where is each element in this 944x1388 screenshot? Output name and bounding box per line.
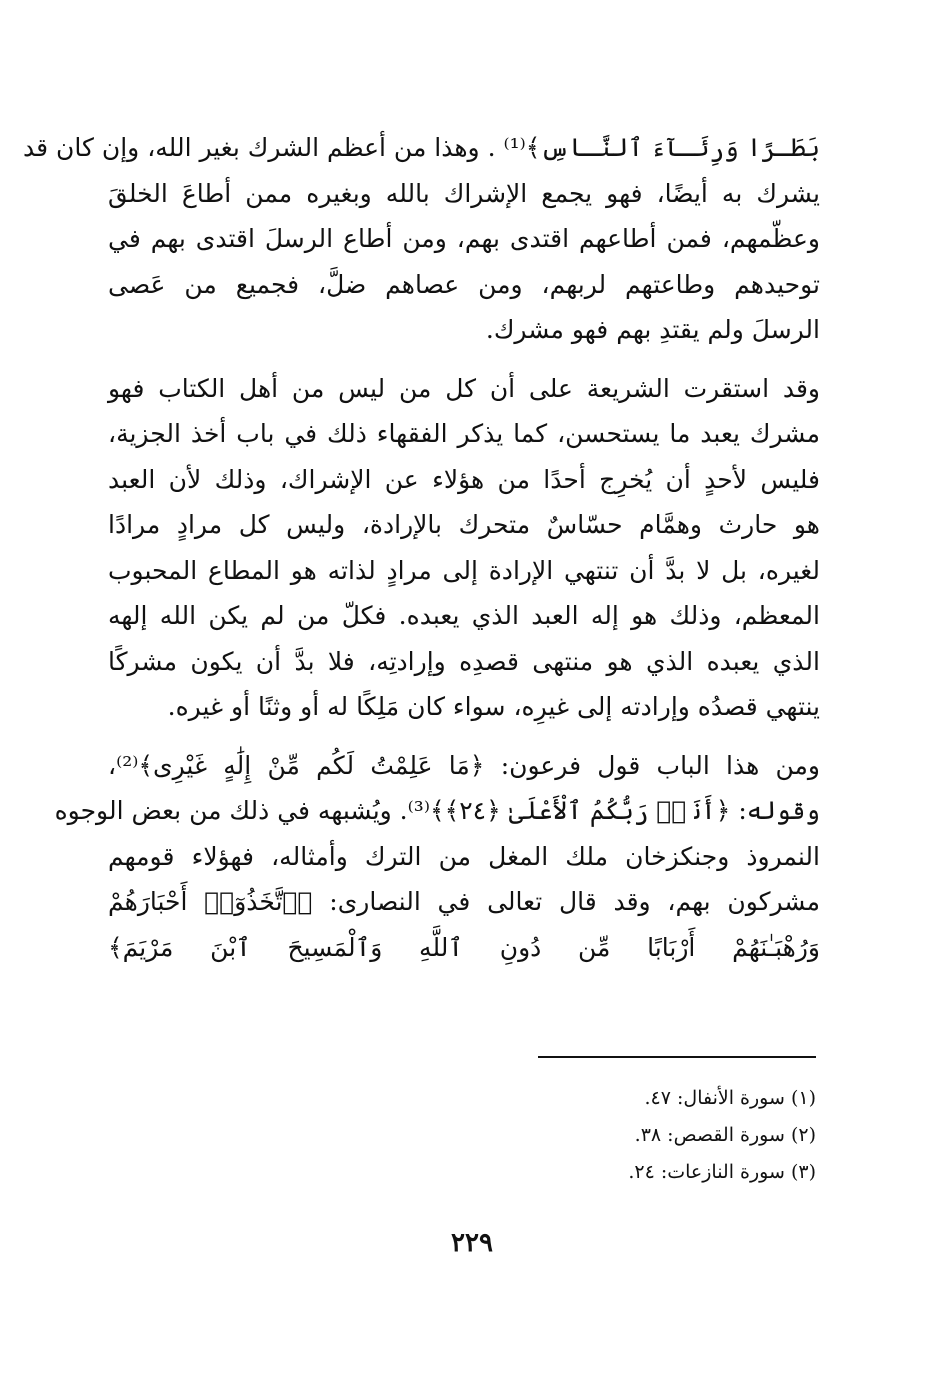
text-line: الرسلَ ولم يقتدِ بهم فهو مشرك.	[485, 315, 820, 344]
text-line: بَطَـرًا وَرِئَـآءَ ٱلنَّـاسِ﴾⁽¹⁾ . وهذا من أعظم الشرك بغير الله، وإن كان قد	[23, 133, 820, 162]
footnote-3: (٣) سورة النازعات: ٢٤.	[628, 1161, 816, 1183]
text-line: وَرُهْبَـٰنَهُمْ أَرْبَابًا مِّن دُونِ ٱللَّهِ وَٱلْمَسِيحَ ٱبْنَ مَرْيَمَ﴾	[108, 932, 820, 962]
text-line: لغيره، بل لا بدَّ أن تنتهي الإرادة إلى مرادٍ لذاته هو المطاع المحبوب	[108, 555, 820, 585]
text-line: وقد استقرت الشريعة على أن كل من ليس من أهل الكتاب فهو	[108, 373, 820, 403]
text-line: وعظّمهم، فمن أطاعهم اقتدى بهم، ومن أطاع الرسلَ اقتدى بهم في	[108, 224, 820, 253]
text-line: فليس لأحدٍ أن يُخرِج أحدًا من هؤلاء عن الإشراك، وذلك لأن العبد	[108, 464, 820, 494]
text-line: هو حارث وهمَّام حسّاسٌ متحرك بالإرادة، وليس كل مرادٍ مرادًا	[108, 510, 820, 539]
text-line: ينتهي قصدُه وإرادته إلى غيرِه، سواء كان مَلِكًا له أو وثنًا أو غيره.	[167, 692, 820, 721]
page-body	[23, 125, 820, 970]
text-line: الذي يعبده الذي هو منتهى قصدِه وإرادتِه، فلا بدَّ أن يكون مشركًا	[108, 646, 820, 676]
text-line: المعظم، وذلك هو إله العبد الذي يعبده. فكلّ من لم يكن الله إلهه	[108, 601, 820, 630]
text-line: يشرك به أيضًا، فهو يجمع الإشراك بالله وبغيره ممن أطاعَ الخلقَ	[108, 178, 820, 208]
text-line: مشركون بهم، وقد قال تعالى في النصارى: ﴿ٱتَّخَذُوٓا۟ أَحْبَارَهُمْ	[108, 887, 820, 916]
paragraph-2	[108, 366, 820, 730]
text-line: وقوله: ﴿أَنَا۠ رَبُّكُمُ ٱلْأَعْلَىٰ ﴿٢٤﴾﴾⁽³⁾. ويُشبهه في ذلك من بعض الوجوه	[54, 796, 820, 825]
footnote-1: (١) سورة الأنفال: ٤٧.	[644, 1087, 816, 1109]
text-line: مشرك يعبد ما يستحسن، كما يذكر الفقهاء ذلك في باب أخذ الجزية،	[108, 419, 820, 448]
text-line: توحيدهم وطاعتهم لربهم، ومن عصاهم ضلَّ، فجميع من عَصى	[108, 269, 820, 299]
text-line: النمروذ وجنكزخان ملك المغل من الترك وأمثاله، فهؤلاء قومهم	[108, 841, 820, 871]
footnote-2: (٢) سورة القصص: ٣٨.	[634, 1124, 816, 1146]
text-line: ومن هذا الباب قول فرعون: ﴿مَا عَلِمْتُ لَكُم مِّنْ إِلَٰهٍ غَيْرِى﴾⁽²⁾،	[108, 750, 820, 780]
footnote-separator	[538, 1056, 816, 1058]
paragraph-1	[23, 125, 820, 353]
page-number: ٢٢٩	[451, 1228, 493, 1258]
paragraph-3	[54, 743, 820, 971]
footnotes	[416, 1080, 816, 1191]
